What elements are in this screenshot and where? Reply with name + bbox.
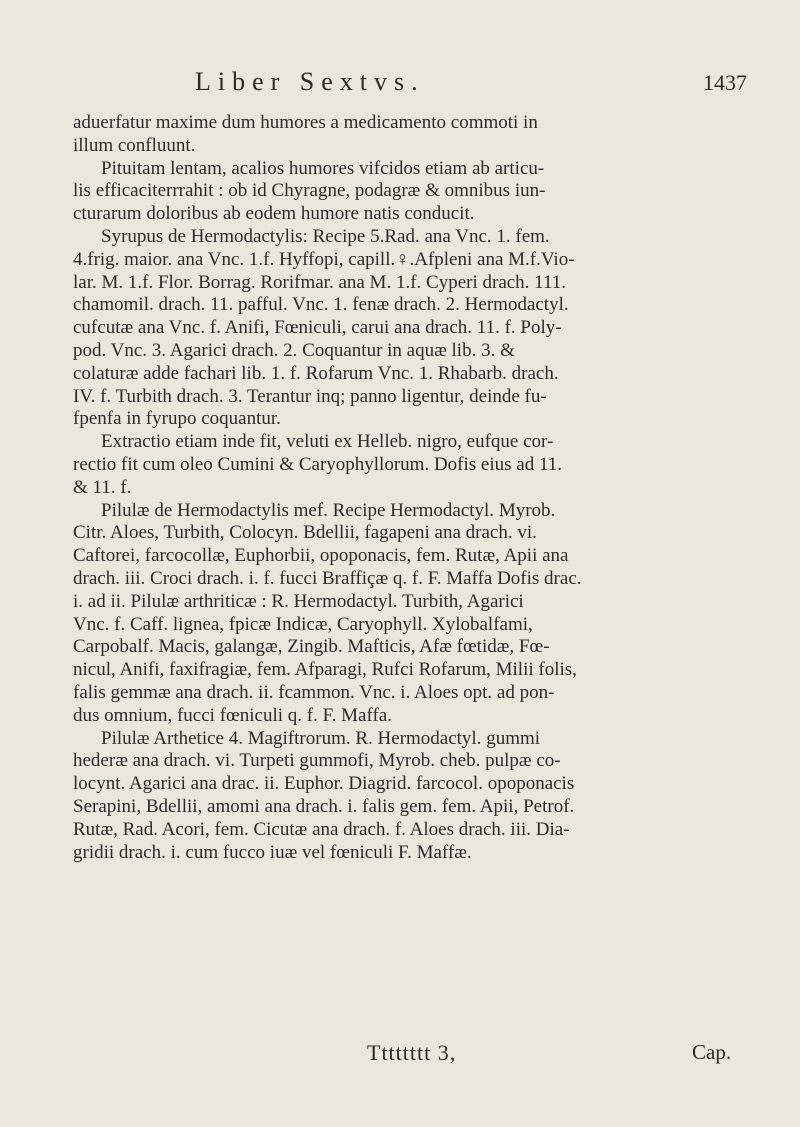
text-line: drach. iii. Croci drach. i. f. fucci Braffiçæ q. f. F. Maffa Dofis drac.: [73, 567, 582, 589]
text-line: Carpobalf. Macis, galangæ, Zingib. Mafticis, Afæ fœtidæ, Fœ-: [73, 636, 550, 658]
running-title: Liber Sextvs.: [195, 67, 425, 96]
text-line: i. ad ii. Pilulæ arthriticæ : R. Hermodactyl. Turbith, Agarici: [73, 590, 524, 612]
text-line: & 11. f.: [73, 476, 132, 498]
text-line: hederæ ana drach. vi. Turpeti gummofi, Myrob. cheb. pulpæ co-: [73, 750, 561, 772]
text-line: locynt. Agarici ana drac. ii. Euphor. Diagrid. farcocol. opoponacis: [73, 773, 575, 795]
text-line: pod. Vnc. 3. Agarici drach. 2. Coquantur in aquæ lib. 3. &: [73, 339, 515, 361]
text-line: Caftorei, farcocollæ, Euphorbii, opoponacis, fem. Rutæ, Apii ana: [73, 545, 569, 567]
text-line: Vnc. f. Caff. lignea, fpicæ Indicæ, Caryophyll. Xylobalfami,: [73, 613, 533, 635]
text-line: 4.frig. maior. ana Vnc. 1.f. Hyffopi, capill.♀.Afpleni ana M.f.Vio-: [73, 248, 575, 270]
text-line: aduerfatur maxime dum humores a medicamento commoti in: [73, 112, 538, 133]
text-line: Pituitam lentam, acalios humores vifcidos etiam ab articu-: [101, 157, 545, 179]
text-line: lis efficaciterrrahit : ob id Chyragne, podagræ & omnibus iun-: [73, 180, 546, 202]
text-line: cturarum doloribus ab eodem humore natis conducit.: [73, 203, 475, 225]
text-line: dus omnium, fucci fœniculi q. f. F. Maffa.: [73, 704, 392, 726]
page-number: 1437: [703, 70, 747, 95]
text-line: gridii drach. i. cum fucco iuæ vel fœniculi F. Maffæ.: [73, 841, 472, 863]
text-line: falis gemmæ ana drach. ii. fcammon. Vnc. i. Aloes opt. ad pon-: [73, 681, 555, 703]
signature-mark: Tttttttt 3,: [367, 1040, 457, 1065]
text-line: Pilulæ de Hermodactylis mef. Recipe Hermodactyl. Myrob.: [101, 499, 556, 521]
text-line: Serapini, Bdellii, amomi ana drach. i. falis gem. fem. Apii, Petrof.: [73, 795, 575, 817]
text-line: Syrupus de Hermodactylis: Recipe 5.Rad. ana Vnc. 1. fem.: [101, 225, 550, 247]
text-line: illum confluunt.: [73, 134, 196, 156]
body-text: [73, 112, 773, 864]
text-line: cufcutæ ana Vnc. f. Anifi, Fœniculi, carui ana drach. 11. f. Poly-: [73, 317, 562, 339]
text-line: IV. f. Turbith drach. 3. Terantur inq; panno ligentur, deinde fu-: [73, 385, 547, 407]
text-line: nicul, Anifi, faxifragiæ, fem. Afparagi, Rufci Rofarum, Milii folis,: [73, 659, 577, 681]
catchword: Cap.: [692, 1040, 732, 1064]
text-line: Extractio etiam inde fit, veluti ex Helleb. nigro, eufque cor-: [101, 431, 554, 453]
text-line: fpenfa in fyrupo coquantur.: [73, 408, 281, 430]
text-line: Pilulæ Arthetice 4. Magiftrorum. R. Hermodactyl. gummi: [101, 727, 541, 749]
text-line: Citr. Aloes, Turbith, Colocyn. Bdellii, fagapeni ana drach. vi.: [73, 522, 537, 544]
text-line: Rutæ, Rad. Acori, fem. Cicutæ ana drach. f. Aloes drach. iii. Dia-: [73, 818, 570, 840]
text-line: lar. M. 1.f. Flor. Borrag. Rorifmar. ana M. 1.f. Cyperi drach. 111.: [73, 271, 567, 293]
text-line: colaturæ adde fachari lib. 1. f. Rofarum Vnc. 1. Rhabarb. drach.: [73, 362, 559, 384]
text-line: rectio fit cum oleo Cumini & Caryophyllorum. Dofis eius ad 11.: [73, 453, 562, 475]
text-line: chamomil. drach. 11. pafful. Vnc. 1. fenæ drach. 2. Hermodactyl.: [73, 294, 569, 316]
